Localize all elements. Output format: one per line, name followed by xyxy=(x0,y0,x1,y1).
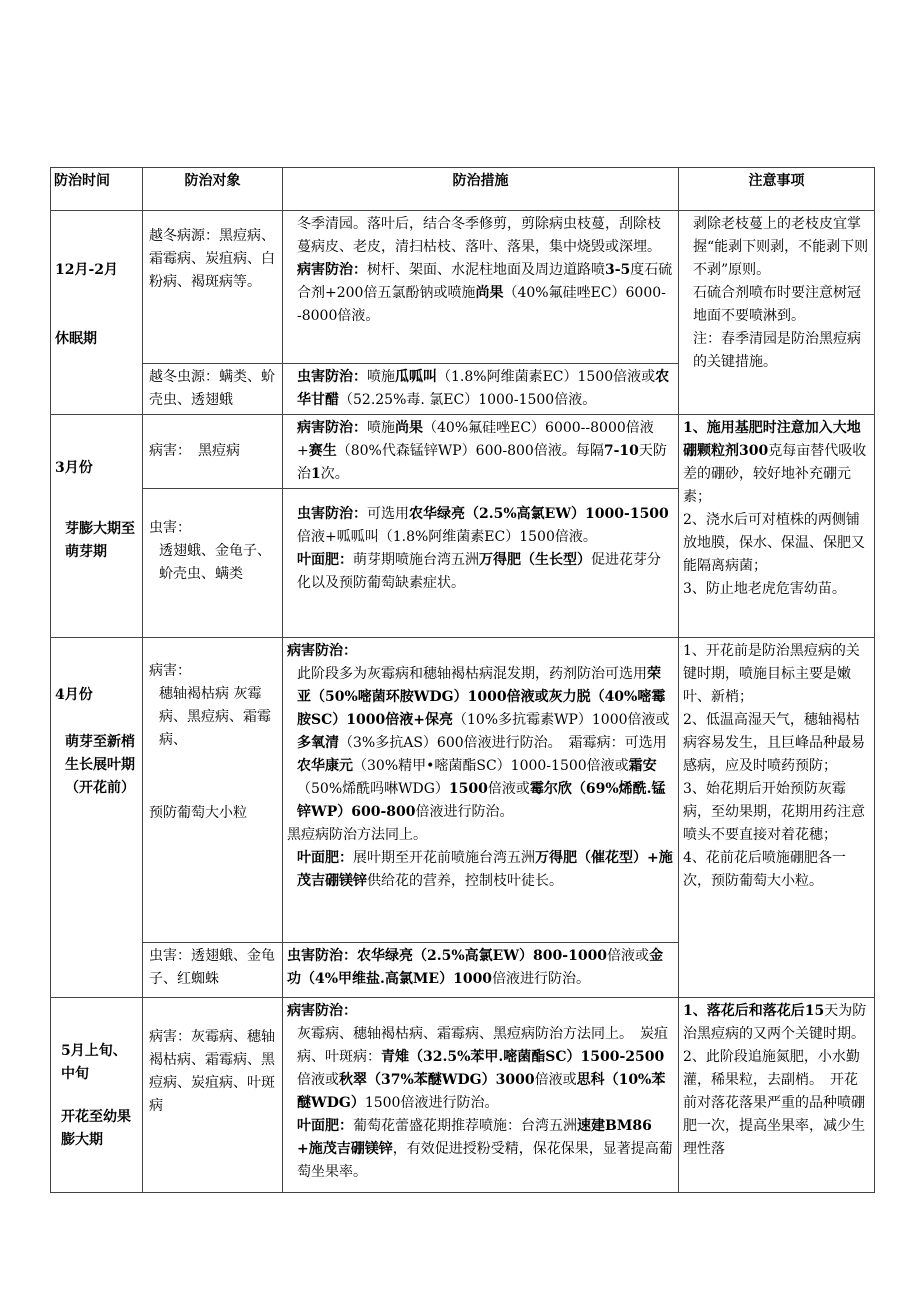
header-notes: 注意事项 xyxy=(679,168,875,211)
table-row xyxy=(51,415,875,489)
pest-control-table xyxy=(50,167,875,1193)
measures-cell: 虫害防治：可选用农华绿亮（2.5%高氯EW）1000-1500倍液+呱呱叫（1.8%阿维菌素EC）1500倍液。 叶面肥：萌芽期喷施台湾五洲万得肥（生长型）促进花芽分化以及预防葡萄缺素症状。 xyxy=(283,489,679,638)
time-cell xyxy=(51,998,143,1193)
time-cell xyxy=(51,415,143,638)
target-cell: 病害： 穗轴褐枯病 灰霉病、黑痘病、霜霉病、 预防葡萄大小粒 xyxy=(143,638,283,943)
measures-cell xyxy=(283,211,679,364)
target-cell: 虫害：透翅蛾、金龟子、红蜘蛛 xyxy=(143,943,283,998)
notes-cell: 1、开花前是防治黑痘病的关键时期，喷施目标主要是嫩叶、新梢； 2、低温高湿天气，穗轴褐枯病容易发生，且巨峰品种最易感病，应及时喷药预防； 3、始花期后开始预防灰霉病，至幼果期，花期用药注意喷头不要直接对着花穗； 4、花前花后喷施硼肥各一次，预防葡萄大小粒。 xyxy=(679,638,875,998)
measures-cell: 病害防治：喷施尚果（40%氟硅唑EC）6000--8000倍液+赛生（80%代森锰锌WP）600-800倍液。每隔7-10天防治1次。 xyxy=(283,415,679,489)
measures-cell: 病害防治： 灰霉病、穗轴褐枯病、霜霉病、黑痘病防治方法同上。 炭疽病、叶斑病：青雉（32.5%苯甲.嘧菌酯SC）1500-2500倍液或秋翠（37%苯醚WDG）3000倍液或思科（10%苯醚WDG）1500倍液进行防治。 叶面肥：葡萄花蕾盛花期推荐喷施：台湾五洲速建BM86 +施茂吉硼镁锌，有效促进授粉受精，保花保果，显著提高葡萄坐果率。 xyxy=(283,998,679,1193)
time-cell xyxy=(51,211,143,415)
notes-cell: 1、施用基肥时注意加入大地硼颗粒剂300克每亩替代吸收差的硼砂，较好地补充硼元素； 2、浇水后可对植株的两侧铺放地膜，保水、保温、保肥又能隔离病菌； 3、防止地老虎危害幼苗。 xyxy=(679,415,875,638)
header-measures: 防治措施 xyxy=(283,168,679,211)
period-label: 萌芽至新梢生长展叶期（开花前） xyxy=(65,734,135,796)
period-label: 开花至幼果膨大期 xyxy=(61,1109,131,1148)
table-header-row xyxy=(51,168,875,211)
measure-paragraph: 病害防治：树杆、架面、水泥柱地面及周边道路喷3-5度石硫合剂+200倍五氯酚钠或喷施尚果（40%氟硅唑EC）6000--8000倍液。 xyxy=(297,262,673,324)
table-row xyxy=(51,998,875,1193)
target-cell: 虫害： 透翅蛾、金龟子、蚧壳虫、螨类 xyxy=(143,489,283,638)
table-row xyxy=(51,638,875,943)
header-target: 防治对象 xyxy=(143,168,283,211)
time-label: 4月份 xyxy=(55,687,93,703)
time-cell xyxy=(51,638,143,998)
table-row xyxy=(51,211,875,364)
measure-paragraph: 冬季清园。落叶后，结合冬季修剪，剪除病虫枝蔓，刮除枝蔓病皮、老皮，清扫枯枝、落叶、落果，集中烧毁或深埋。 xyxy=(297,216,661,255)
period-label: 休眠期 xyxy=(55,331,97,347)
target-cell: 病害：灰霉病、穗轴褐枯病、霜霉病、黑痘病、炭疽病、叶斑病 xyxy=(143,998,283,1193)
measures-cell: 虫害防治：农华绿亮（2.5%高氯EW）800-1000倍液或金功（4%甲维盐.高氯ME）1000倍液进行防治。 xyxy=(283,943,679,998)
time-label: 12月-2月 xyxy=(55,262,119,278)
header-time: 防治时间 xyxy=(51,168,143,211)
target-cell: 越冬病源：黑痘病、霜霉病、炭疽病、白粉病、褐斑病等。 xyxy=(143,211,283,364)
target-cell: 病害： 黑痘病 xyxy=(143,415,283,489)
time-label: 5月上旬、中旬 xyxy=(61,1043,127,1082)
notes-cell: 剥除老枝蔓上的老枝皮宜掌握“能剥下则剥，不能剥下则不剥”原则。 石硫合剂喷布时要注意树冠地面不要喷淋到。 注：春季清园是防治黑痘病的关键措施。 xyxy=(679,211,875,415)
notes-cell: 1、落花后和落花后15天为防治黑痘病的又两个关键时期。 2、此阶段追施氮肥，小水勤灌，稀果粒，去副梢。 开花前对落花落果严重的品种喷硼肥一次，提高坐果率，减少生理性落 xyxy=(679,998,875,1193)
target-cell: 越冬虫源：螨类、蚧壳虫、透翅蛾 xyxy=(143,364,283,415)
time-label: 3月份 xyxy=(55,460,93,476)
period-label: 芽膨大期至萌芽期 xyxy=(65,521,135,560)
measures-cell: 虫害防治：喷施瓜呱叫（1.8%阿维菌素EC）1500倍液或农华甘醋（52.25%毒. 氯EC）1000-1500倍液。 xyxy=(283,364,679,415)
measures-cell: 病害防治： 此阶段多为灰霉病和穗轴褐枯病混发期，药剂防治可选用荣亚（50%嘧菌环胺WDG）1000倍液或灰力脱（40%嘧霉胺SC）1000倍液+保亮（10%多抗霉素WP）1000倍液或多氧清（3%多抗AS）600倍液进行防治。 霜霉病：可选用农华康元（30%精甲•嘧菌酯SC）1000-1500倍液或霜安（50%烯酰吗啉WDG）1500倍液或霉尔欣（69%烯酰.锰锌WP）600-800倍液进行防治。 黑痘病防治方法同上。 叶面肥：展叶期至开花前喷施台湾五洲万得肥（催花型）+施茂吉硼镁锌供给花的营养，控制枝叶徒长。 xyxy=(283,638,679,943)
